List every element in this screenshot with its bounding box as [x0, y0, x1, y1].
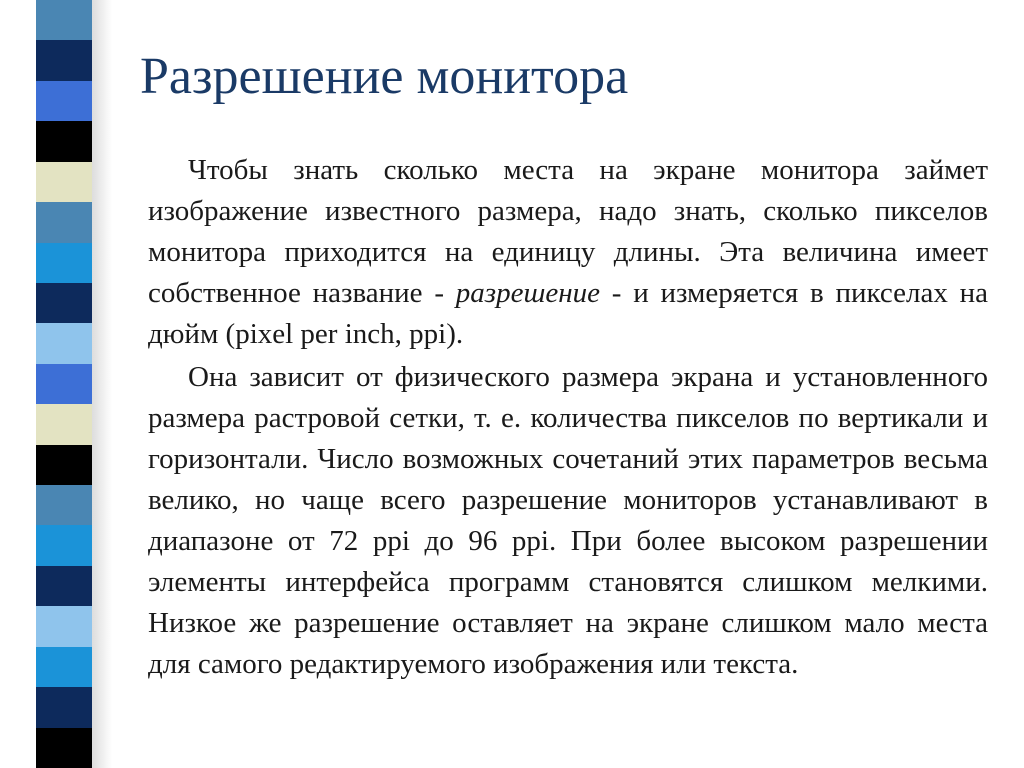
- slide-title: Разрешение монитора: [140, 48, 629, 105]
- stripe-band: [36, 647, 92, 687]
- paragraph-1-text: Чтобы знать сколько места на экране монитора займет изображение известного размера, надо знать, сколько пикселов монитора приходится на единицу длины. Эта величина имеет собственное название -: [148, 154, 988, 309]
- stripe-band: [36, 687, 92, 727]
- stripe-band: [36, 202, 92, 242]
- stripe-band: [36, 445, 92, 485]
- paragraph-1-text-end: - и измеряется в пикселах на дюйм (pixel per inch, ppi).: [148, 277, 988, 350]
- stripe-band: [36, 606, 92, 646]
- stripe-band: [36, 40, 92, 80]
- stripe-band: [36, 121, 92, 161]
- paragraph-resolution-definition: [148, 150, 988, 355]
- term-resolution: разрешение: [455, 277, 600, 309]
- stripe-band: [36, 364, 92, 404]
- stripe-band: [36, 243, 92, 283]
- decorative-stripe: [36, 0, 92, 768]
- stripe-band: [36, 525, 92, 565]
- stripe-band: [36, 0, 92, 40]
- slide-body: [148, 150, 988, 685]
- stripe-band: [36, 566, 92, 606]
- paragraph-resolution-range: Она зависит от физического размера экрана и установленного размера растровой сетки, т. е. количества пикселов по вертикали и горизонтали. Число возможных сочетаний этих параметров весьма велико, но чаще всего разрешение мониторов устанавливают в диапазоне от 72 ppi до 96 ppi. При более высоком разрешении элементы интерфейса программ становятся слишком мелкими. Низкое же разрешение оставляет на экране слишком мало места для самого редактируемого изображения или текста.: [148, 361, 988, 680]
- stripe-band: [36, 728, 92, 768]
- stripe-band: [36, 162, 92, 202]
- stripe-band: [36, 81, 92, 121]
- stripe-band: [36, 283, 92, 323]
- stripe-band: [36, 485, 92, 525]
- stripe-band: [36, 404, 92, 444]
- stripe-band: [36, 323, 92, 363]
